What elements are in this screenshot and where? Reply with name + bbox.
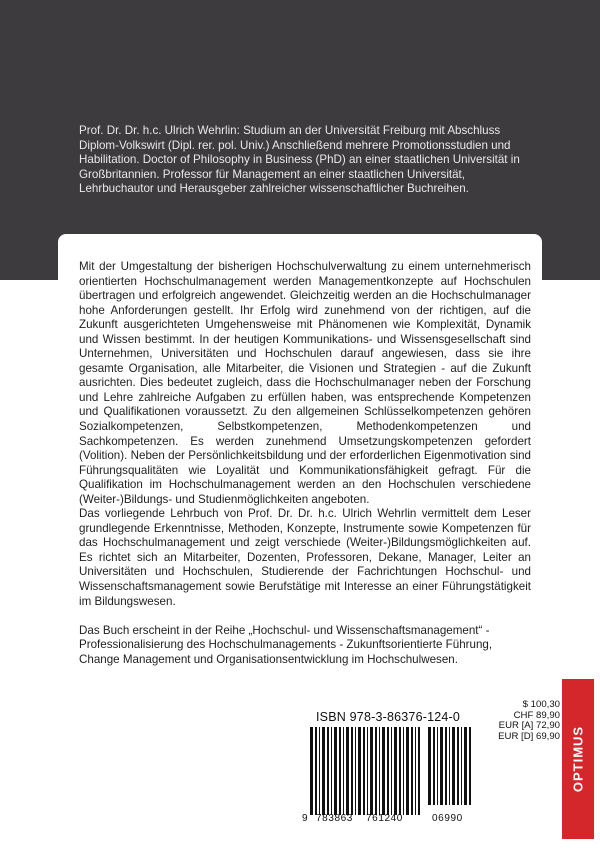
publisher-logo-text: OPTIMUS: [570, 725, 586, 793]
blurb-text: [79, 260, 531, 667]
barcode-digits-right: 761240: [366, 813, 403, 824]
barcode-icon: [302, 727, 474, 815]
price-chf: CHF 89,90: [513, 709, 560, 721]
price-eur-d: EUR [D] 69,90: [498, 730, 560, 742]
price-usd: $ 100,30: [522, 699, 560, 710]
series-note: Das Buch erscheint in der Reihe „Hochschul- und Wissenschaftsmanagement“ - Professionalisierung des Hochschulmanagements - Zukunftsorientierte Führung, Change Management und Organisationsentwicklung im Hochschulwesen.: [79, 623, 493, 666]
barcode-digits-left: 783863: [316, 813, 353, 824]
blurb-paragraph-2: Das vorliegende Lehrbuch von Prof. Dr. Dr. h.c. Ulrich Wehrlin vermittelt dem Leser grundlegende Erkenntnisse, Methoden, Konzepte, Instrumente sowie Kompetenzen für das Hochschulmanagement und zeigt verschiede (Weiter-)Bildungsmöglichkeiten auf. Es richtet sich an Mitarbeiter, Dozenten, Professoren, Dekane, Manager, Leiter an Universitäten und Hochschulen, Studierende der Fachrichtungen Hochschul- und Wissenschaftsmanagement sowie Berufstätige mit Interesse an einer Führungstätigkeit im Bildungswesen.: [79, 507, 531, 608]
isbn-barcode-block: [302, 710, 474, 830]
barcode-digit-lead: 9: [302, 813, 309, 824]
price-list: [476, 700, 560, 742]
author-bio: Prof. Dr. Dr. h.c. Ulrich Wehrlin: Studium an der Universität Freiburg mit Abschluss Diplom-Volkswirt (Dipl. rer. pol. Univ.) Anschließend mehrere Promotionsstudien und Habilitation. Doctor of Philosophy in Business (PhD) an einer staatlichen Universität in Großbritannien. Professor für Management an einer staatlichen Universität, Lehrbuchautor und Herausgeber zahlreicher wissenschaftlicher Buchreihen.: [79, 124, 520, 196]
publisher-logo: [562, 679, 594, 839]
blurb-paragraph-1: Mit der Umgestaltung der bisherigen Hochschulverwaltung zu einem unternehmerisch orientierten Hochschulmanagement werden Managementkonzepte auf Hochschulen übertragen und erfolgreich angewendet. Gleichzeitig werden an die Hochschulmanager hohe Anforderungen gestellt. Ihr Erfolg wird zunehmend von der richtigen, auf die Zukunft ausgerichteten Umgehensweise mit Phänomenen wie Komplexität, Dynamik und Wissen bestimmt. In der heutigen Kommunikations- und Wissensgesellschaft sind Unternehmen, Universitäten und Hochschulen darauf angewiesen, dass sie ihre gesamte Organisation, alle Mitarbeiter, die Visionen und Strategien - auf die Zukunft ausrichten. Dies bedeutet zugleich, dass die Hochschulmanager neben der Forschung und Lehre zahlreiche Aufgaben zu erfüllen haben, was entsprechende Kompetenzen und Qualifikationen voraussetzt. Zu den allgemeinen Schlüsselkompetenzen gehören Sozialkompetenzen, Selbstkompetenzen, Methodenkompetenzen und Sachkompetenzen. Es werden zunehmend Umsetzungskompetenzen gefordert (Volition). Neben der Persönlichkeitsbildung und der erforderlichen Eigenmotivation sind Führungsqualitäten wie Loyalität und Kommunikationsfähigkeit gefragt. Für die Qualifikation im Hochschulmanagement werden an den Hochschulen verschiedene (Weiter-)Bildungs- und Studienmöglichkeiten angeboten.: [79, 260, 531, 506]
isbn-label: ISBN 978-3-86376-124-0: [316, 710, 461, 724]
price-eur-a: EUR [A] 72,90: [498, 720, 560, 732]
barcode-addon-digits: 06990: [432, 813, 463, 824]
